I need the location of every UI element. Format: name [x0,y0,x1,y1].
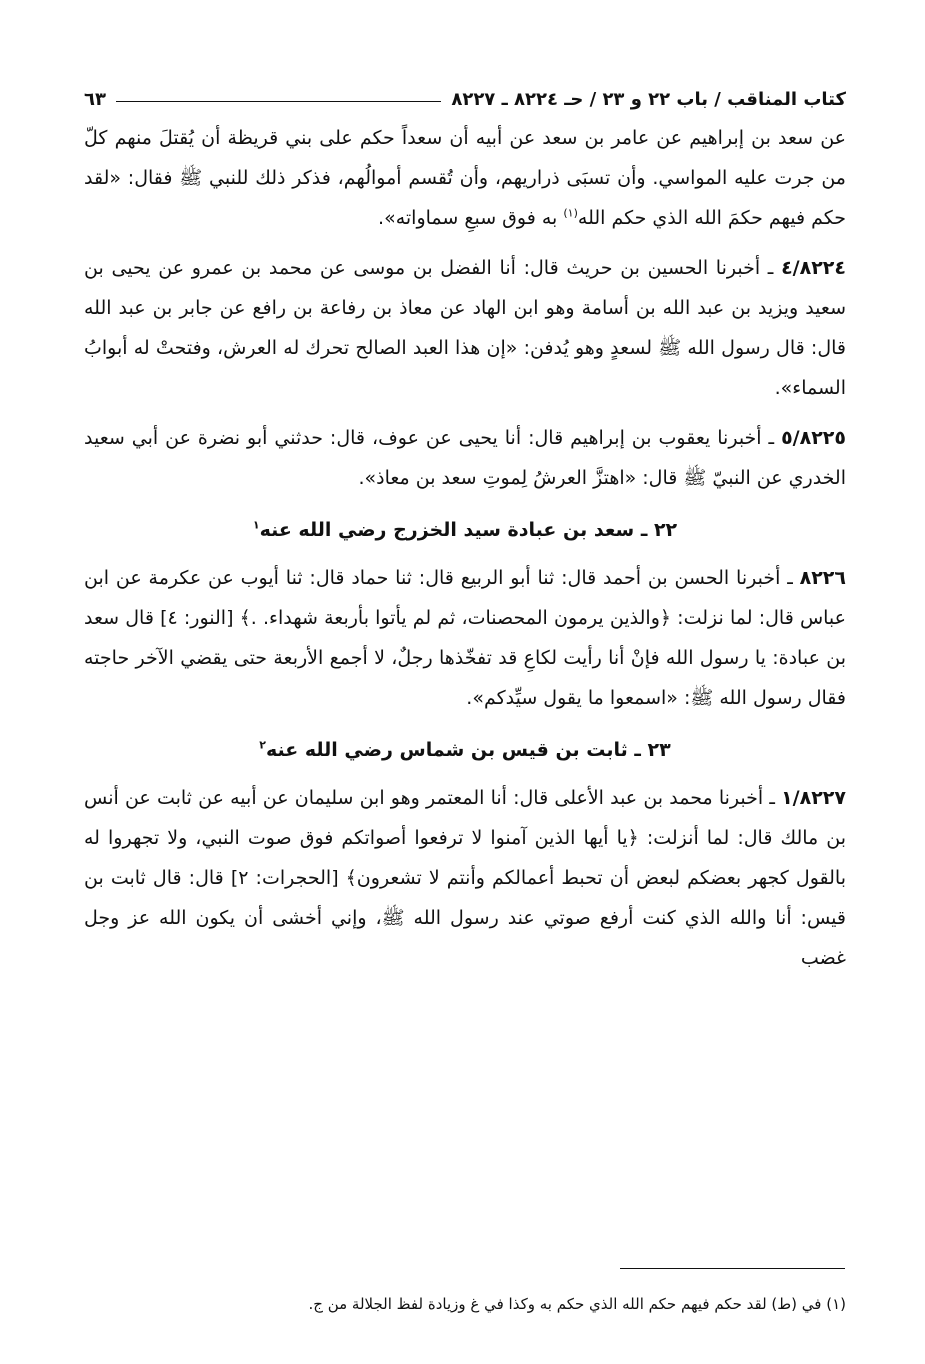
paragraph-text-tail: به فوق سبعِ سماواته». [378,207,564,229]
hadith-number: ٥/٨٢٢٥ [781,427,846,449]
footnote-marker: ٢ [259,738,266,752]
chapter-heading-23 [84,730,846,770]
footnote-marker: ١ [252,518,260,532]
chapter-title: ٢٣ ـ ثابت بن قيس بن شماس رضي الله عنه [265,739,671,761]
document-page [84,80,846,978]
page-header [84,80,846,118]
running-title: كتاب المناقب / باب ٢٢ و ٢٣ / حـ ٨٢٢٤ ـ ٨٢٢٧ [451,88,846,110]
hadith-number: ٤/٨٢٢٤ [781,257,846,279]
footnote: (١) في (ط) لقد حكم فيهم حكم الله الذي حكم به وكذا في غ وزيادة لفظ الجلالة من ج. [308,1295,846,1313]
footnote-separator [620,1268,845,1269]
hadith-text: ـ أخبرنا محمد بن عبد الأعلى قال: أنا المعتمر وهو ابن سليمان عن أبيه عن ثابت عن أنس بن مالك قال: لما أنزلت: ﴿يا أيها الذين آمنوا لا ترفعوا أصواتكم فوق صوت النبي، ولا تجهروا له بالقول كجهر بعضكم لبعض أن تحبط أعمالكم وأنتم لا تشعرون﴾ [الحجرات: ٢] قال: قال ثابت بن قيس: أنا والله الذي كنت أرفع صوتي عند رسول الله ﷺ، وإني أخشى أن يكون الله عز وجل غضب [84,787,846,969]
chapter-heading-22 [84,510,846,550]
hadith-8227 [84,778,846,978]
hadith-8224 [84,248,846,408]
hadith-number: ٨٢٢٦ [799,567,846,589]
hadith-number: ١/٨٢٢٧ [781,787,846,809]
paragraph-continuation [84,118,846,238]
hadith-8225 [84,418,846,498]
hadith-8226 [84,558,846,718]
page-number: ٦٣ [84,88,106,110]
hadith-text: ـ أخبرنا الحسن بن أحمد قال: ثنا أبو الربيع قال: ثنا حماد قال: ثنا أيوب عن عكرمة عن ابن عباس قال: لما نزلت: ﴿والذين يرمون المحصنات، ثم لم يأتوا بأربعة شهداء. .﴾ [النور: ٤] قال سعد بن عبادة: يا رسول الله فإنْ أنا رأيت لكاعِ قد تفخّذها رجلٌ، لا أجمع الأربعة حتى يقضي الآخر حاجته فقال رسول الله ﷺ: «اسمعوا ما يقول سيِّدكم». [84,567,846,709]
footnote-marker: (١) [563,206,578,220]
paragraph-text: عن سعد بن إبراهيم عن عامر بن سعد عن أبيه أن سعداً حكم على بني قريظة أن يُقتلَ منهم كلّ من جرت عليه المواسي. وأن تسبَى ذراريهم، وأن تُقسم أموالُهم، فذكر ذلك للنبي ﷺ فقال: «لقد حكم فيهم حكمَ الله الذي حكم الله [84,127,846,229]
header-rule [116,101,441,102]
chapter-title: ٢٢ ـ سعد بن عبادة سيد الخزرج رضي الله عنه [259,519,678,541]
hadith-text: ـ أخبرنا الحسين بن حريث قال: أنا الفضل بن موسى عن محمد بن عمرو عن يحيى بن سعيد ويزيد بن عبد الله بن أسامة وهو ابن الهاد عن معاذ بن رفاعة بن رافع عن جابر بن عبد الله قال: قال رسول الله ﷺ لسعدٍ وهو يُدفن: «إن هذا العبد الصالح تحرك له العرش، وفتحتْ له أبوابُ السماء». [84,257,846,399]
hadith-text: ـ أخبرنا يعقوب بن إبراهيم قال: أنا يحيى عن عوف، قال: حدثني أبو نضرة عن أبي سعيد الخدري عن النبيّ ﷺ قال: «اهتزَّ العرشُ لِموتِ سعد بن معاذ». [84,427,846,489]
